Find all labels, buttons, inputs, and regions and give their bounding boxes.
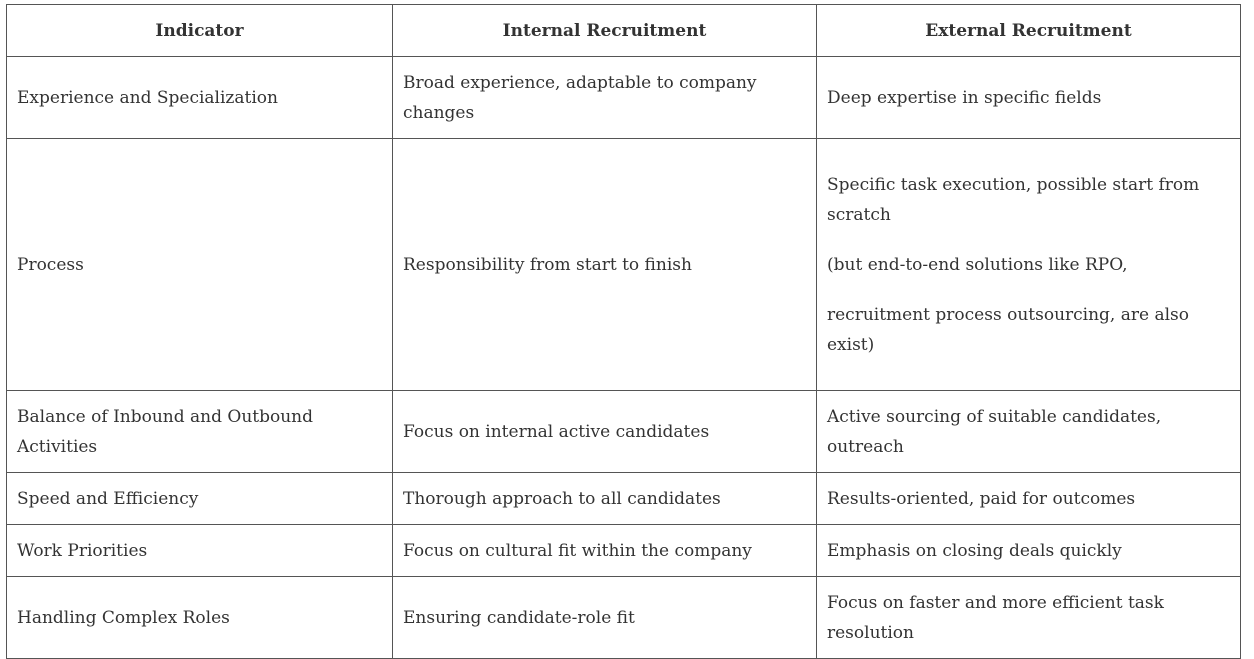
indicator-cell: Work Priorities [7, 525, 393, 577]
internal-cell: Responsibility from start to finish [393, 139, 817, 391]
indicator-cell: Handling Complex Roles [7, 577, 393, 659]
indicator-cell: Experience and Specialization [7, 57, 393, 139]
external-cell [817, 391, 1241, 473]
external-text: Deep expertise in specific fields [827, 87, 1102, 108]
internal-cell: Broad experience, adaptable to company changes [393, 57, 817, 139]
indicator-cell: Balance of Inbound and Outbound Activities [7, 391, 393, 473]
table-row [7, 473, 1241, 525]
external-text: Active sourcing of suitable candidates, outreach [827, 406, 1162, 457]
external-text: recruitment process outsourcing, are also exist) [827, 304, 1189, 355]
internal-cell: Ensuring candidate-role fit [393, 577, 817, 659]
indicator-cell: Speed and Efficiency [7, 473, 393, 525]
external-text: (but end-to-end solutions like RPO, [827, 254, 1128, 275]
external-text: Emphasis on closing deals quickly [827, 540, 1122, 561]
table-row [7, 577, 1241, 659]
external-text: Focus on faster and more efficient task resolution [827, 592, 1164, 643]
external-cell [817, 525, 1241, 577]
external-cell [817, 139, 1241, 391]
external-cell [817, 577, 1241, 659]
external-cell [817, 57, 1241, 139]
indicator-cell: Process [7, 139, 393, 391]
header-internal-recruitment: Internal Recruitment [393, 5, 817, 57]
table-header-row [7, 5, 1241, 57]
internal-cell: Focus on internal active candidates [393, 391, 817, 473]
internal-cell: Focus on cultural fit within the company [393, 525, 817, 577]
table-row [7, 139, 1241, 391]
table-row [7, 57, 1241, 139]
header-indicator: Indicator [7, 5, 393, 57]
external-text: Specific task execution, possible start from scratch [827, 174, 1200, 225]
internal-cell: Thorough approach to all candidates [393, 473, 817, 525]
comparison-table [6, 4, 1241, 659]
external-cell [817, 473, 1241, 525]
external-text: Results-oriented, paid for outcomes [827, 488, 1136, 509]
table-row [7, 525, 1241, 577]
table-row [7, 391, 1241, 473]
header-external-recruitment: External Recruitment [817, 5, 1241, 57]
